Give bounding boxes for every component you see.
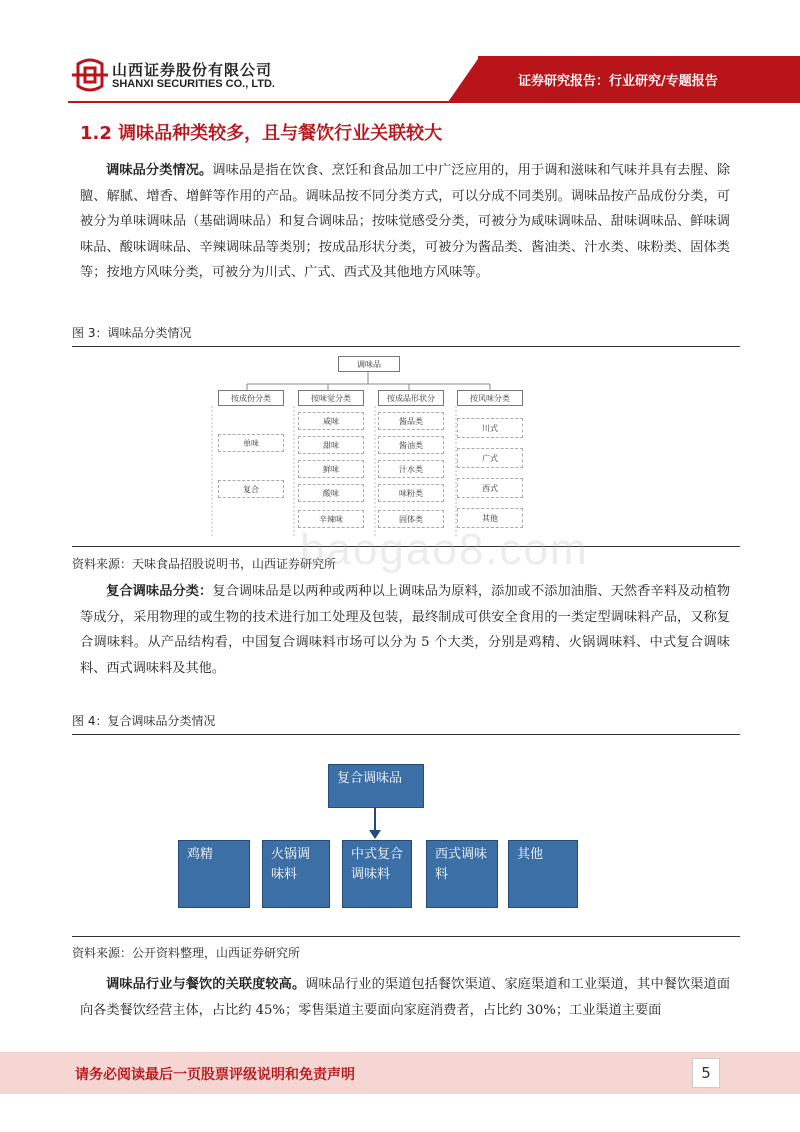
category-flavor: 按风味分类 [457,390,523,406]
item-flavor-sichuan: 川式 [457,418,523,438]
figure-bottom-rule [72,936,740,937]
category-component: 按成份分类 [218,390,284,406]
category-taste: 按味觉分类 [298,390,364,406]
item-taste-spicy: 辛辣味 [298,510,364,528]
item-shape-solid: 固体类 [378,510,444,528]
child-other: 其他 [508,840,578,908]
item-taste-sweet: 甜味 [298,436,364,454]
company-name-cn: 山西证券股份有限公司 [112,61,273,79]
down-arrow-icon [368,808,382,840]
section-title: 1.2 调味品种类较多，且与餐饮行业关联较大 [80,123,443,144]
paragraph-lead: 调味品分类情况。 [106,163,213,178]
diagram-root: 调味品 [338,356,400,372]
page-number: 5 [692,1058,720,1088]
figure-caption: 图 4：复合调味品分类情况 [72,714,216,728]
paragraph-text: 调味品行业的渠道包括餐饮渠道、家庭渠道和工业渠道，其中餐饮渠道面向各类餐饮经营主体，占比约 45%；零售渠道主要面向家庭消费者，占比约 30%；工业渠道主要面 [80,977,731,1018]
child-western: 西式调味料 [426,840,498,908]
child-chicken-essence: 鸡精 [178,840,250,908]
figure-caption: 图 3：调味品分类情况 [72,326,192,340]
company-logo [72,56,108,94]
paragraph-text: 调味品是指在饮食、烹饪和食品加工中广泛应用的，用于调和滋味和气味并具有去腥、除膻、解腻、增香、增鲜等作用的产品。调味品按不同分类方式，可以分成不同类别。调味品按产品成份分类，可被分为单味调味品（基础调味品）和复合调味品；按味觉感受分类，可被分为咸味调味品、甜味调味品、鲜味调味品、酸味调味品、辛辣调味品等类别；按成品形状分类，可被分为酱品类、酱油类、汁水类、味粉类、固体类等；按地方风味分类，可被分为川式、广式、西式及其他地方风味等。 [80,163,731,280]
item-shape-soy: 酱油类 [378,436,444,454]
paragraph-lead: 调味品行业与餐饮的关联度较高。 [106,977,306,992]
watermark: baogao8.com [300,525,589,574]
paragraph-text: 复合调味品是以两种或两种以上调味品为原料，添加或不添加油脂、天然香辛料及动植物等成分，采用物理的或生物的技术进行加工处理及包装，最终制成可供安全食用的一类定型调味料产品，又称复合调味料。从产品结构看，中国复合调味料市场可以分为 5 个大类，分别是鸡精、火锅调味料、中式复合调味料、西式调味料及其他。 [80,584,731,676]
figure-top-rule [72,346,740,347]
figure-source: 资料来源：公开资料整理，山西证券研究所 [72,946,301,960]
child-chinese-compound: 中式复合调味料 [342,840,412,908]
paragraph-compound [80,579,730,681]
item-taste-salty: 咸味 [298,412,364,430]
header-band-slant [448,56,480,102]
item-taste-sour: 酸味 [298,484,364,502]
figure-top-rule [72,734,740,735]
figure-source: 资料来源：天味食品招股说明书，山西证券研究所 [72,557,337,571]
child-hotpot: 火锅调味料 [262,840,330,908]
item-compound: 复合 [218,480,284,498]
footer-disclaimer: 请务必阅读最后一页股票评级说明和免责声明 [75,1067,355,1083]
item-taste-umami: 鲜味 [298,460,364,478]
seasoning-classification-diagram [72,348,740,544]
header-divider [68,101,800,103]
item-shape-powder: 味粉类 [378,484,444,502]
compound-root-box: 复合调味品 [328,764,424,808]
category-shape: 按成品形状分 [378,390,444,406]
paragraph-catering [80,972,730,1023]
paragraph-lead: 复合调味品分类： [106,584,213,599]
paragraph-classification [80,158,730,286]
item-shape-liquid: 汁水类 [378,460,444,478]
item-flavor-cantonese: 广式 [457,448,523,468]
item-flavor-other: 其他 [457,508,523,528]
item-shape-paste: 酱品类 [378,412,444,430]
item-flavor-western: 西式 [457,478,523,498]
item-single: 单味 [218,434,284,452]
company-name-en: SHANXI SECURITIES CO., LTD. [112,78,275,90]
report-type: 证券研究报告：行业研究/专题报告 [518,74,718,89]
